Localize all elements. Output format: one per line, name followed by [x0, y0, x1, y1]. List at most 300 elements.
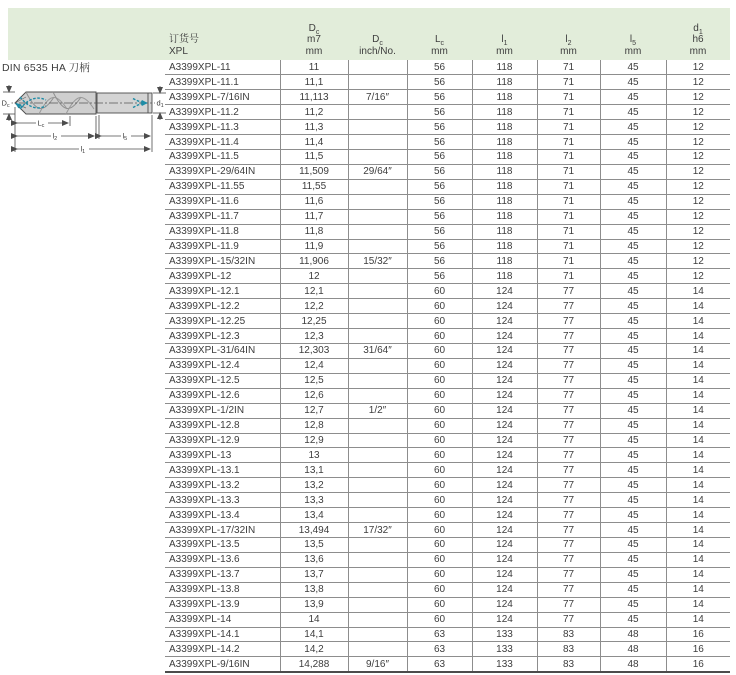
value-cell: 45 [600, 120, 666, 135]
value-cell: 56 [407, 60, 472, 75]
value-cell: 14 [666, 493, 730, 508]
table-row [165, 538, 730, 553]
value-cell: 12 [666, 75, 730, 90]
value-cell: 13,5 [280, 538, 348, 553]
value-cell: 14 [666, 299, 730, 314]
value-cell: 45 [600, 105, 666, 120]
value-cell: 16 [666, 642, 730, 657]
value-cell: 45 [600, 493, 666, 508]
table-row [165, 493, 730, 508]
value-cell: 118 [472, 239, 537, 254]
order-number-cell: A3399XPL-7/16IN [165, 90, 280, 105]
value-cell: 60 [407, 463, 472, 478]
value-cell: 124 [472, 463, 537, 478]
order-number-cell: A3399XPL-15/32IN [165, 254, 280, 269]
value-cell [348, 269, 407, 284]
column-header-lc-mm: $L_c$ mm [431, 34, 448, 57]
value-cell: 11,8 [280, 224, 348, 239]
value-cell: 45 [600, 164, 666, 179]
value-cell: 13,8 [280, 582, 348, 597]
table-row [165, 329, 730, 344]
value-cell [348, 582, 407, 597]
value-cell: 60 [407, 344, 472, 359]
value-cell: 14 [666, 373, 730, 388]
value-cell: 11,6 [280, 194, 348, 209]
value-cell: 45 [600, 254, 666, 269]
value-cell: 124 [472, 388, 537, 403]
order-number-cell: A3399XPL-13.1 [165, 463, 280, 478]
value-cell: 12 [666, 164, 730, 179]
value-cell [348, 493, 407, 508]
value-cell: 124 [472, 552, 537, 567]
value-cell [348, 135, 407, 150]
table-row [165, 254, 730, 269]
value-cell: 45 [600, 508, 666, 523]
value-cell: 45 [600, 448, 666, 463]
order-number-cell: A3399XPL-12.6 [165, 388, 280, 403]
value-cell: 45 [600, 344, 666, 359]
value-cell: 124 [472, 418, 537, 433]
order-number-cell: A3399XPL-12.5 [165, 373, 280, 388]
table-row [165, 403, 730, 418]
value-cell [348, 627, 407, 642]
header-row [165, 8, 730, 60]
value-cell: 71 [537, 164, 600, 179]
value-cell: 12,5 [280, 373, 348, 388]
value-cell: 14 [666, 344, 730, 359]
order-number-cell: A3399XPL-11 [165, 60, 280, 75]
value-cell: 16 [666, 657, 730, 672]
value-cell: 118 [472, 135, 537, 150]
value-cell: 12 [666, 179, 730, 194]
order-number-cell: A3399XPL-12.2 [165, 299, 280, 314]
table-row [165, 657, 730, 672]
value-cell: 124 [472, 582, 537, 597]
order-number-cell: A3399XPL-12.9 [165, 433, 280, 448]
value-cell: 14 [666, 284, 730, 299]
value-cell: 71 [537, 239, 600, 254]
table-row [165, 314, 730, 329]
value-cell: 133 [472, 642, 537, 657]
value-cell: 60 [407, 373, 472, 388]
order-number-cell: A3399XPL-13.9 [165, 597, 280, 612]
value-cell: 77 [537, 448, 600, 463]
value-cell: 14 [666, 508, 730, 523]
value-cell [348, 75, 407, 90]
value-cell: 12 [666, 90, 730, 105]
value-cell: 12 [666, 254, 730, 269]
value-cell: 14,1 [280, 627, 348, 642]
value-cell: 56 [407, 164, 472, 179]
value-cell: 14 [666, 463, 730, 478]
value-cell: 56 [407, 194, 472, 209]
value-cell: 45 [600, 388, 666, 403]
value-cell: 45 [600, 373, 666, 388]
dim-label-l5: $l_5$ [122, 131, 128, 142]
value-cell: 118 [472, 164, 537, 179]
value-cell: 45 [600, 329, 666, 344]
value-cell: 56 [407, 150, 472, 165]
value-cell: 12 [666, 105, 730, 120]
value-cell: 124 [472, 284, 537, 299]
order-number-cell: A3399XPL-12.1 [165, 284, 280, 299]
table-row [165, 358, 730, 373]
value-cell: 14 [666, 552, 730, 567]
value-cell [348, 194, 407, 209]
table-row [165, 508, 730, 523]
value-cell: 118 [472, 224, 537, 239]
value-cell: 45 [600, 90, 666, 105]
value-cell: 45 [600, 60, 666, 75]
value-cell: 60 [407, 597, 472, 612]
value-cell: 13,2 [280, 478, 348, 493]
value-cell: 124 [472, 597, 537, 612]
value-cell: 45 [600, 284, 666, 299]
value-cell: 124 [472, 314, 537, 329]
value-cell: 124 [472, 344, 537, 359]
value-cell: 77 [537, 284, 600, 299]
order-number-cell: A3399XPL-12.8 [165, 418, 280, 433]
table-row [165, 164, 730, 179]
table-row [165, 75, 730, 90]
value-cell: 45 [600, 433, 666, 448]
value-cell: 60 [407, 388, 472, 403]
value-cell: 133 [472, 627, 537, 642]
value-cell: 11,7 [280, 209, 348, 224]
value-cell: 48 [600, 642, 666, 657]
value-cell: 77 [537, 403, 600, 418]
value-cell [348, 612, 407, 627]
value-cell: 45 [600, 418, 666, 433]
value-cell: 11,2 [280, 105, 348, 120]
value-cell: 77 [537, 597, 600, 612]
order-number-cell: A3399XPL-11.5 [165, 150, 280, 165]
order-number-cell: A3399XPL-31/64IN [165, 344, 280, 359]
value-cell: 15/32″ [348, 254, 407, 269]
column-header-order-no: 订货号 XPL [169, 34, 199, 57]
value-cell: 13,6 [280, 552, 348, 567]
value-cell: 13,3 [280, 493, 348, 508]
value-cell: 14 [666, 538, 730, 553]
value-cell: 45 [600, 209, 666, 224]
value-cell: 71 [537, 105, 600, 120]
order-number-cell: A3399XPL-13 [165, 448, 280, 463]
table-row [165, 478, 730, 493]
table-row [165, 463, 730, 478]
value-cell: 11,55 [280, 179, 348, 194]
value-cell [348, 60, 407, 75]
dim-label-dc: $D_c$ [1, 98, 10, 109]
value-cell [348, 508, 407, 523]
value-cell: 77 [537, 463, 600, 478]
value-cell: 14 [666, 403, 730, 418]
value-cell: 45 [600, 135, 666, 150]
value-cell: 77 [537, 433, 600, 448]
value-cell: 77 [537, 582, 600, 597]
value-cell: 60 [407, 418, 472, 433]
value-cell: 12,25 [280, 314, 348, 329]
value-cell: 60 [407, 552, 472, 567]
drill-diagram [0, 84, 168, 164]
value-cell: 48 [600, 657, 666, 672]
dim-label-l1: $l_1$ [80, 144, 86, 155]
order-number-cell: A3399XPL-13.7 [165, 567, 280, 582]
order-number-cell: A3399XPL-11.8 [165, 224, 280, 239]
value-cell [348, 105, 407, 120]
value-cell: 45 [600, 597, 666, 612]
table-row [165, 224, 730, 239]
order-number-cell: A3399XPL-13.8 [165, 582, 280, 597]
value-cell: 14 [666, 358, 730, 373]
value-cell: 77 [537, 567, 600, 582]
table-row [165, 209, 730, 224]
value-cell: 77 [537, 538, 600, 553]
value-cell: 124 [472, 358, 537, 373]
value-cell [348, 358, 407, 373]
value-cell: 45 [600, 358, 666, 373]
value-cell: 71 [537, 120, 600, 135]
value-cell: 71 [537, 209, 600, 224]
value-cell [348, 224, 407, 239]
value-cell: 60 [407, 433, 472, 448]
value-cell: 14 [666, 448, 730, 463]
value-cell: 14 [666, 582, 730, 597]
catalog-table [165, 8, 730, 673]
value-cell: 13,1 [280, 463, 348, 478]
value-cell: 71 [537, 254, 600, 269]
value-cell: 14 [666, 597, 730, 612]
value-cell: 14 [666, 418, 730, 433]
order-number-cell: A3399XPL-12.4 [165, 358, 280, 373]
dim-label-d1: $d_1$ [156, 98, 164, 109]
value-cell: 45 [600, 239, 666, 254]
value-cell: 45 [600, 538, 666, 553]
value-cell: 124 [472, 403, 537, 418]
value-cell: 16 [666, 627, 730, 642]
value-cell: 56 [407, 120, 472, 135]
order-number-cell: A3399XPL-13.3 [165, 493, 280, 508]
value-cell: 124 [472, 329, 537, 344]
value-cell: 12 [666, 120, 730, 135]
value-cell: 77 [537, 418, 600, 433]
order-number-cell: A3399XPL-11.2 [165, 105, 280, 120]
value-cell: 71 [537, 90, 600, 105]
order-number-cell: A3399XPL-11.9 [165, 239, 280, 254]
table-row [165, 388, 730, 403]
value-cell: 11,4 [280, 135, 348, 150]
value-cell: 60 [407, 284, 472, 299]
table-row [165, 523, 730, 538]
value-cell [348, 478, 407, 493]
value-cell: 45 [600, 523, 666, 538]
dim-label-l2: $l_2$ [52, 131, 58, 142]
value-cell: 12,7 [280, 403, 348, 418]
value-cell: 133 [472, 657, 537, 672]
column-header-dc-mm: $D_c$ m7 mm [305, 22, 323, 57]
value-cell: 56 [407, 179, 472, 194]
value-cell: 118 [472, 194, 537, 209]
order-number-cell: A3399XPL-13.2 [165, 478, 280, 493]
order-number-cell: A3399XPL-1/2IN [165, 403, 280, 418]
value-cell: 14 [666, 612, 730, 627]
value-cell: 45 [600, 224, 666, 239]
value-cell: 11,9 [280, 239, 348, 254]
value-cell [348, 179, 407, 194]
value-cell: 124 [472, 523, 537, 538]
value-cell: 45 [600, 269, 666, 284]
value-cell: 63 [407, 657, 472, 672]
value-cell: 45 [600, 403, 666, 418]
order-number-cell: A3399XPL-11.4 [165, 135, 280, 150]
value-cell: 124 [472, 493, 537, 508]
value-cell: 124 [472, 567, 537, 582]
value-cell: 12,2 [280, 299, 348, 314]
table-row [165, 373, 730, 388]
value-cell: 45 [600, 463, 666, 478]
table-row [165, 239, 730, 254]
value-cell: 13,9 [280, 597, 348, 612]
value-cell: 77 [537, 552, 600, 567]
dim-label-lc: $L_c$ [37, 118, 45, 129]
value-cell: 60 [407, 403, 472, 418]
value-cell [348, 299, 407, 314]
value-cell: 77 [537, 478, 600, 493]
value-cell: 118 [472, 105, 537, 120]
value-cell: 56 [407, 135, 472, 150]
table-row [165, 344, 730, 359]
shank-standard-label: DIN 6535 HA 刀柄 [2, 62, 90, 74]
value-cell: 77 [537, 612, 600, 627]
value-cell: 11,113 [280, 90, 348, 105]
value-cell: 60 [407, 582, 472, 597]
value-cell: 77 [537, 493, 600, 508]
order-number-cell: A3399XPL-9/16IN [165, 657, 280, 672]
value-cell [348, 373, 407, 388]
value-cell: 13 [280, 448, 348, 463]
table-row [165, 135, 730, 150]
value-cell: 56 [407, 269, 472, 284]
value-cell: 60 [407, 478, 472, 493]
value-cell [348, 209, 407, 224]
order-number-cell: A3399XPL-11.6 [165, 194, 280, 209]
value-cell: 14 [666, 478, 730, 493]
value-cell: 124 [472, 612, 537, 627]
value-cell: 83 [537, 642, 600, 657]
value-cell: 71 [537, 150, 600, 165]
value-cell: 11,1 [280, 75, 348, 90]
value-cell: 118 [472, 90, 537, 105]
value-cell: 56 [407, 209, 472, 224]
table-row [165, 552, 730, 567]
value-cell: 60 [407, 314, 472, 329]
value-cell: 60 [407, 523, 472, 538]
value-cell [348, 314, 407, 329]
value-cell: 71 [537, 60, 600, 75]
value-cell: 56 [407, 105, 472, 120]
order-number-cell: A3399XPL-29/64IN [165, 164, 280, 179]
table-body [165, 60, 730, 672]
value-cell: 12,1 [280, 284, 348, 299]
value-cell: 124 [472, 478, 537, 493]
value-cell: 45 [600, 299, 666, 314]
value-cell: 48 [600, 627, 666, 642]
value-cell: 7/16″ [348, 90, 407, 105]
value-cell: 118 [472, 60, 537, 75]
value-cell: 12,4 [280, 358, 348, 373]
value-cell: 71 [537, 75, 600, 90]
value-cell: 14 [666, 388, 730, 403]
table-row [165, 448, 730, 463]
value-cell: 56 [407, 254, 472, 269]
value-cell [348, 284, 407, 299]
column-header-l1-mm: $l_1$ mm [496, 34, 513, 57]
value-cell: 118 [472, 209, 537, 224]
value-cell: 11 [280, 60, 348, 75]
value-cell: 60 [407, 448, 472, 463]
order-number-cell: A3399XPL-14 [165, 612, 280, 627]
value-cell: 12 [280, 269, 348, 284]
value-cell: 12 [666, 269, 730, 284]
value-cell: 60 [407, 508, 472, 523]
value-cell: 9/16″ [348, 657, 407, 672]
value-cell: 124 [472, 433, 537, 448]
value-cell: 14,2 [280, 642, 348, 657]
value-cell: 14 [666, 567, 730, 582]
value-cell: 13,4 [280, 508, 348, 523]
value-cell [348, 150, 407, 165]
table-row [165, 582, 730, 597]
value-cell: 124 [472, 299, 537, 314]
value-cell [348, 552, 407, 567]
table-row [165, 642, 730, 657]
value-cell: 77 [537, 299, 600, 314]
table-row [165, 60, 730, 75]
table-row [165, 120, 730, 135]
value-cell [348, 239, 407, 254]
value-cell: 45 [600, 552, 666, 567]
value-cell: 12 [666, 150, 730, 165]
table-row [165, 418, 730, 433]
value-cell: 118 [472, 179, 537, 194]
value-cell: 11,906 [280, 254, 348, 269]
value-cell: 11,5 [280, 150, 348, 165]
order-number-cell: A3399XPL-12.25 [165, 314, 280, 329]
value-cell: 77 [537, 358, 600, 373]
value-cell: 77 [537, 314, 600, 329]
value-cell: 12 [666, 209, 730, 224]
value-cell: 83 [537, 627, 600, 642]
value-cell: 60 [407, 493, 472, 508]
table-row [165, 105, 730, 120]
table-row [165, 90, 730, 105]
value-cell: 14 [666, 433, 730, 448]
order-number-cell: A3399XPL-17/32IN [165, 523, 280, 538]
value-cell: 56 [407, 224, 472, 239]
column-header-d1-mm: $d_1$ h6 mm [689, 22, 707, 57]
table-row [165, 150, 730, 165]
value-cell: 118 [472, 75, 537, 90]
value-cell: 71 [537, 135, 600, 150]
value-cell: 77 [537, 388, 600, 403]
value-cell: 77 [537, 329, 600, 344]
value-cell: 14 [280, 612, 348, 627]
order-number-cell: A3399XPL-13.4 [165, 508, 280, 523]
value-cell: 56 [407, 75, 472, 90]
value-cell: 12 [666, 135, 730, 150]
value-cell: 124 [472, 538, 537, 553]
value-cell: 124 [472, 508, 537, 523]
value-cell: 45 [600, 150, 666, 165]
